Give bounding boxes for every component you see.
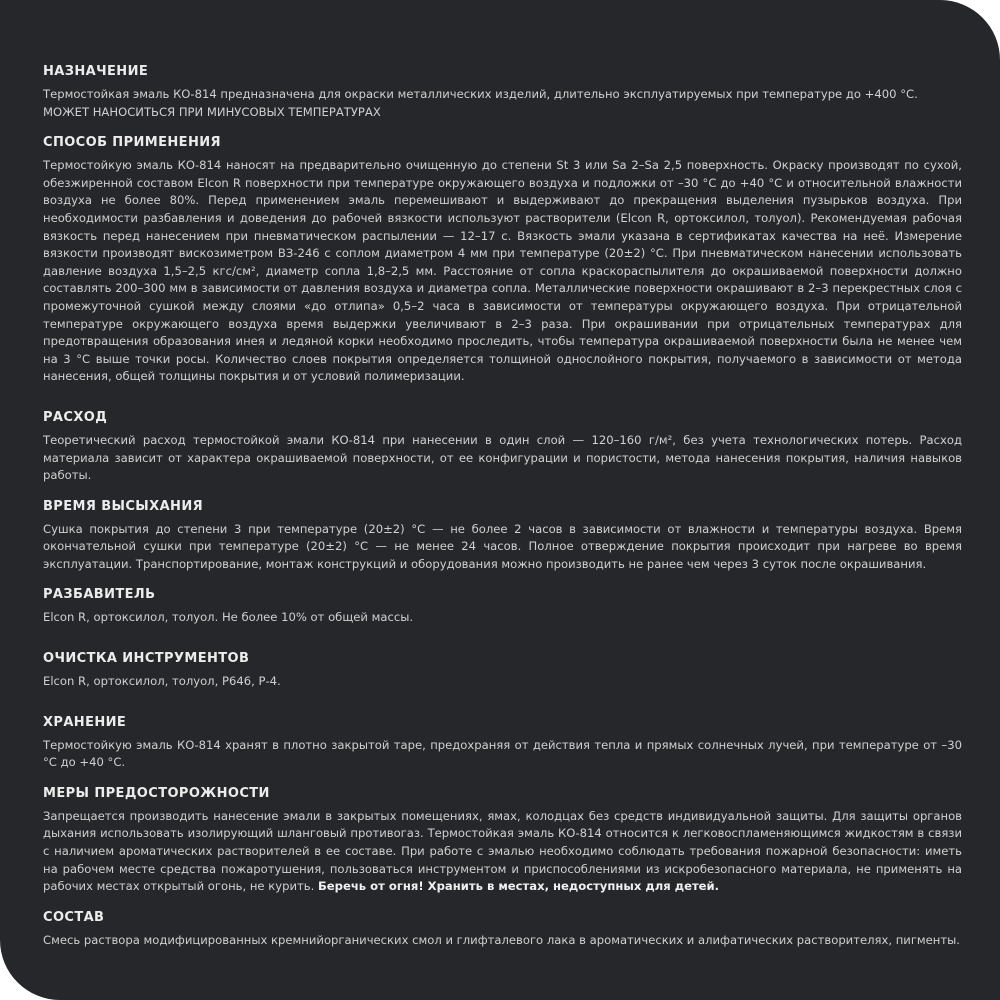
precautions-warning: Беречь от огня! Хранить в местах, недоступных для детей. bbox=[317, 879, 720, 894]
section-text-application: Термостойкую эмаль КО-814 наносят на предварительно очищенную до степени St 3 или Sa 2–Sa 2,5 поверхность. Окраску производят по сухой, обезжиренной составом Elcon R поверхности при температуре окружающего воздуха и подложки от –30 °С до +40 °С и относительной влажности воздуха не более 80%. Перед применением эмаль перемешивают и выдерживают до прекращения выделения пузырьков воздуха. При необходимости разбавления и доведения до рабочей вязкости используют растворители (Elcon R, ортоксилол, толуол). Рекомендуемая рабочая вязкость перед нанесением при пневматическом распылении — 12–17 с. Вязкость эмали указана в сертификатах качества на неё. Измерение вязкости производят вискозиметром ВЗ-246 с соплом диаметром 4 мм при температуре (20±2) °С. При пневматическом нанесении использовать давление воздуха 1,5–2,5 кгс/см², диаметр сопла 1,8–2,5 мм. Расстояние от сопла краскораспылителя до окрашиваемой поверхности должно составлять 200–300 мм в зависимости от давления воздуха и диаметра сопла. Металлические поверхности окрашивают в 2–3 перекрестных слоя с промежуточной сушкой между слоями «до отлипа» 0,5–2 часа в зависимости от температуры окружающего воздуха. При отрицательной температуре окружающего воздуха время выдержки увеличивают в 2–3 раза. При окрашивании при отрицательных температурах для предотвращения образования инея и ледяной корки необходимо проследить, чтобы температура окрашиваемой поверхности была не менее чем на 3 °С выше точки росы. Количество слоев покрытия определяется толщиной однослойного покрытия, получаемого в зависимости от метода нанесения, общей толщины покрытия и от условий полимеризации. bbox=[43, 158, 962, 384]
section-text-precautions bbox=[43, 808, 962, 896]
purpose-note: МОЖЕТ НАНОСИТЬСЯ ПРИ МИНУСОВЫХ ТЕМПЕРАТУРАХ bbox=[43, 104, 381, 119]
section-title-composition: СОСТАВ bbox=[43, 909, 105, 925]
section-title-application: СПОСОБ ПРИМЕНЕНИЯ bbox=[43, 135, 221, 151]
purpose-text: Термостойкая эмаль КО-814 предназначена для окраски металлических изделий, длительно эксплуатируемых при температуре до +400 °С. bbox=[43, 87, 918, 101]
section-text-purpose bbox=[43, 86, 962, 121]
section-cleaning bbox=[43, 649, 962, 691]
section-text-composition: Смесь раствора модифицированных кремнийорганических смол и глифталевого лака в ароматических и алифатических растворителях, пигменты. bbox=[43, 932, 960, 947]
section-title-drying: ВРЕМЯ ВЫСЫХАНИЯ bbox=[43, 498, 204, 514]
section-application bbox=[43, 133, 962, 386]
section-text-consumption: Теоретический расход термостойкой эмали КО-814 при нанесении в один слой — 120–160 г/м², без учета технологических потерь. Расход материала зависит от характера окрашиваемой поверхности, от ее конфигурации и пористости, метода нанесения покрытия, наличия навыков работы. bbox=[43, 432, 962, 483]
section-consumption bbox=[43, 408, 962, 485]
section-title-storage: ХРАНЕНИЕ bbox=[43, 714, 127, 730]
section-title-precautions: МЕРЫ ПРЕДОСТОРОЖНОСТИ bbox=[43, 785, 270, 801]
section-title-thinner: РАЗБАВИТЕЛЬ bbox=[43, 587, 156, 603]
section-text-drying: Сушка покрытия до степени 3 при температуре (20±2) °С — не более 2 часов в зависимости от влажности и температуры воздуха. Время окончательной сушки при температуре (20±2) °С — не менее 24 часов. Полное отверждение покрытия происходит при нагреве во время эксплуатации. Транспортирование, монтаж конструкций и оборудования можно производить не ранее чем через 3 суток после окрашивания. bbox=[43, 521, 962, 571]
section-title-cleaning: ОЧИСТКА ИНСТРУМЕНТОВ bbox=[43, 651, 250, 667]
section-precautions bbox=[43, 784, 962, 896]
precautions-text: Запрещается производить нанесение эмали в закрытых помещениях, ямах, колодцах без средств индивидуальной защиты. Для защиты органов дыхания использовать изолирующий шланговый противогаз. Термостойкая эмаль КО-814 относится к легковоспламеняющимся жидкостям в связи с наличием ароматических растворителей в ее составе. При работе с эмалью необходимо соблюдать требования пожарной безопасности: иметь на рабочем месте средства пожаротушения, пользоваться инструментом и приспособлениями из искробезопасного материала, не применять на рабочих местах открытый огонь, не курить. bbox=[43, 808, 962, 894]
section-composition bbox=[43, 908, 962, 950]
section-title-purpose: НАЗНАЧЕНИЕ bbox=[43, 64, 149, 79]
section-text-cleaning: Elcon R, ортоксилол, толуол, Р646, Р-4. bbox=[43, 674, 281, 689]
section-drying bbox=[43, 497, 962, 574]
section-text-storage: Термостойкую эмаль КО-814 хранят в плотно закрытой таре, предохраняя от действия тепла и прямых солнечных лучей, при температуре от –30 °С до +40 °С. bbox=[43, 737, 962, 770]
section-purpose bbox=[43, 62, 962, 121]
section-thinner bbox=[43, 585, 962, 627]
section-storage bbox=[43, 713, 962, 772]
section-title-consumption: РАСХОД bbox=[43, 409, 108, 425]
section-text-thinner: Elcon R, ортоксилол, толуол. Не более 10% от общей массы. bbox=[43, 610, 414, 625]
